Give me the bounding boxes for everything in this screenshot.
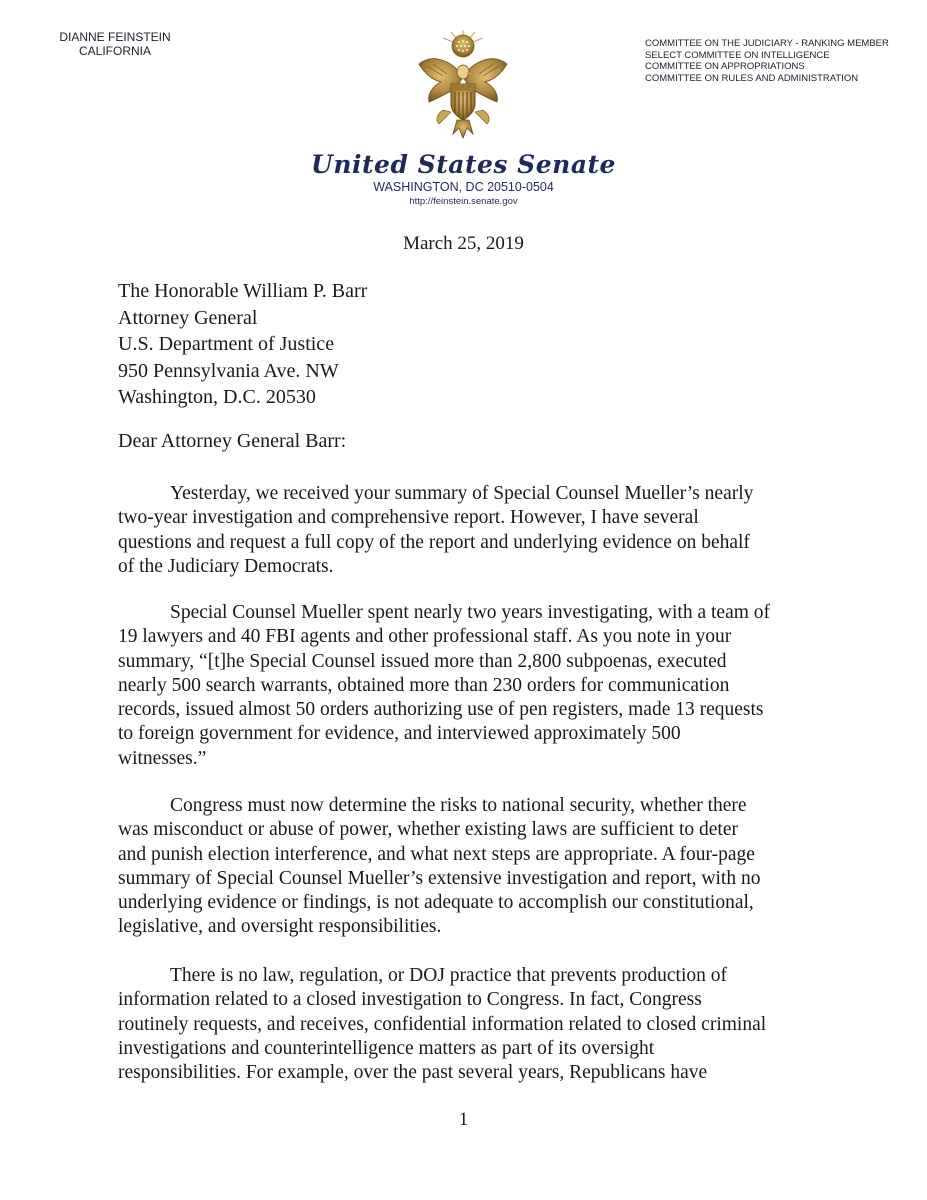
paragraph-line: was misconduct or abuse of power, whether existing laws are sufficient to deter bbox=[118, 819, 738, 841]
committee-item: COMMITTEE ON APPROPRIATIONS bbox=[645, 61, 805, 72]
letter-date: March 25, 2019 bbox=[403, 233, 524, 254]
recipient-line: Washington, D.C. 20530 bbox=[118, 386, 316, 408]
letterhead-title: United States Senate bbox=[311, 150, 616, 179]
sender-state: CALIFORNIA bbox=[78, 44, 151, 58]
body-paragraph bbox=[118, 482, 858, 579]
paragraph-line: records, issued almost 50 orders authorizing use of pen registers, made 13 requests bbox=[118, 699, 764, 721]
paragraph-line: to foreign government for evidence, and interviewed approximately 500 bbox=[118, 723, 681, 745]
sender-name: DIANNE FEINSTEIN bbox=[59, 30, 171, 44]
paragraph-line: summary of Special Counsel Mueller’s extensive investigation and report, with no bbox=[118, 867, 761, 889]
body-paragraph bbox=[118, 964, 858, 1085]
recipient-line: U.S. Department of Justice bbox=[118, 333, 335, 355]
letterhead-address: WASHINGTON, DC 20510-0504 bbox=[373, 180, 554, 194]
salutation: Dear Attorney General Barr: bbox=[118, 430, 347, 452]
paragraph-line: nearly 500 search warrants, obtained more than 230 orders for communication bbox=[118, 674, 730, 696]
committee-item: SELECT COMMITTEE ON INTELLIGENCE bbox=[645, 49, 830, 61]
paragraph-line: questions and request a full copy of the report and underlying evidence on behalf bbox=[118, 531, 750, 553]
sender-block bbox=[40, 30, 190, 58]
paragraph-line: two-year investigation and comprehensive report. However, I have several bbox=[118, 507, 699, 529]
committee-item: COMMITTEE ON THE JUDICIARY - RANKING MEMBER bbox=[645, 38, 889, 49]
paragraph-line: summary, “[t]he Special Counsel issued more than 2,800 subpoenas, executed bbox=[118, 650, 727, 672]
paragraph-line: 19 lawyers and 40 FBI agents and other professional staff. As you note in your bbox=[118, 626, 732, 648]
committee-list bbox=[645, 38, 915, 84]
recipient-line: Attorney General bbox=[118, 306, 258, 329]
paragraph-line: responsibilities. For example, over the past several years, Republicans have bbox=[118, 1062, 708, 1084]
paragraph-line: There is no law, regulation, or DOJ practice that prevents production of bbox=[170, 965, 728, 986]
recipient-line: 950 Pennsylvania Ave. NW bbox=[118, 359, 339, 382]
paragraph-line: routinely requests, and receives, confidential information related to closed criminal bbox=[118, 1013, 767, 1035]
page-number: 1 bbox=[458, 1109, 469, 1130]
letterhead-url: http://feinstein.senate.gov bbox=[409, 196, 518, 207]
paragraph-line: Special Counsel Mueller spent nearly two years investigating, with a team of bbox=[170, 602, 771, 623]
paragraph-line: Congress must now determine the risks to national security, whether there bbox=[170, 795, 747, 816]
paragraph-line: and punish election interference, and what next steps are appropriate. A four-page bbox=[118, 843, 755, 865]
paragraph-line: witnesses.” bbox=[118, 747, 207, 769]
paragraph-line: information related to a closed investigation to Congress. In fact, Congress bbox=[118, 989, 702, 1011]
recipient-address bbox=[118, 278, 367, 411]
body-paragraph bbox=[118, 794, 858, 940]
letterhead bbox=[0, 150, 927, 208]
paragraph-line: investigations and counterintelligence matters as part of its oversight bbox=[118, 1037, 655, 1059]
body-paragraph bbox=[118, 601, 858, 771]
committee-item: COMMITTEE ON RULES AND ADMINISTRATION bbox=[645, 72, 859, 84]
paragraph-line: underlying evidence or findings, is not adequate to accomplish our constitutional, bbox=[118, 892, 754, 914]
recipient-line: The Honorable William P. Barr bbox=[118, 280, 368, 302]
senate-seal-icon bbox=[413, 28, 513, 148]
paragraph-line: of the Judiciary Democrats. bbox=[118, 555, 334, 577]
paragraph-line: legislative, and oversight responsibilities. bbox=[118, 916, 442, 938]
paragraph-line: Yesterday, we received your summary of Special Counsel Mueller’s nearly bbox=[170, 483, 754, 504]
